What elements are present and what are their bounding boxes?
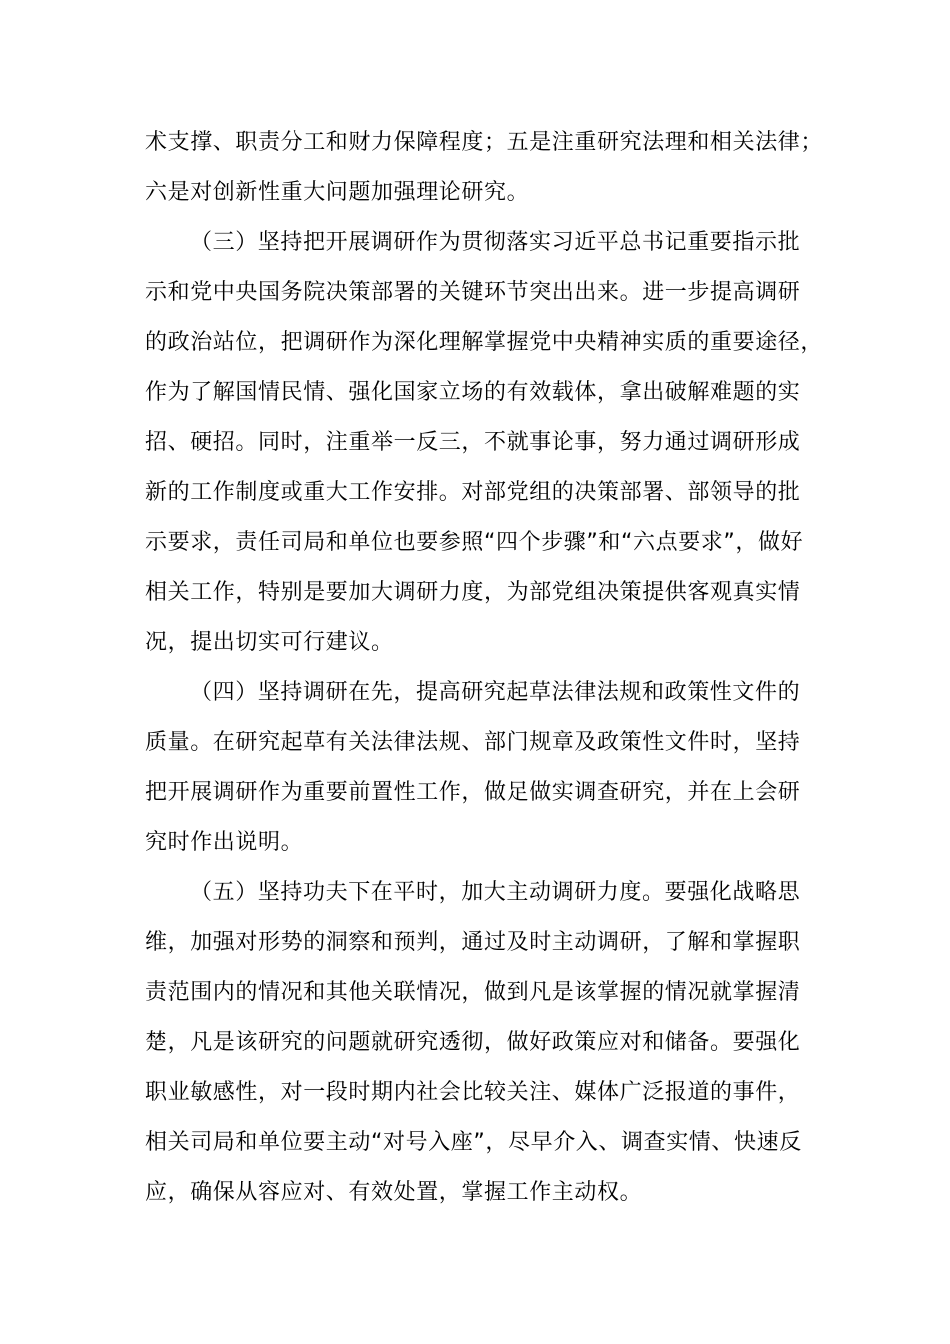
- text-line: 维，加强对形势的洞察和预判，通过及时主动调研，了解和掌握职: [145, 930, 801, 955]
- text-line: 示要求，责任司局和单位也要参照“四个步骤”和“六点要求”，做好: [145, 530, 804, 555]
- text-line: 把开展调研作为重要前置性工作，做足做实调查研究，并在上会研: [145, 780, 801, 805]
- text-line: 职业敏感性，对一段时期内社会比较关注、媒体广泛报道的事件，: [145, 1080, 801, 1105]
- text-line: 招、硬招。同时，注重举一反三，不就事论事，努力通过调研形成: [145, 430, 801, 455]
- text-line: 相关工作，特别是要加大调研力度，为部党组决策提供客观真实情: [145, 580, 801, 605]
- text-line: 应，确保从容应对、有效处置，掌握工作主动权。: [145, 1180, 643, 1205]
- text-line: 新的工作制度或重大工作安排。对部党组的决策部署、部领导的批: [145, 480, 801, 505]
- text-line: 况，提出切实可行建议。: [145, 630, 394, 655]
- text-line: 六是对创新性重大问题加强理论研究。: [145, 180, 530, 205]
- paragraph-3-heading: （三）坚持把开展调研作为贯彻落实习近平总书记重要指示批: [190, 230, 801, 255]
- text-line: 究时作出说明。: [145, 830, 304, 855]
- text-line: 楚，凡是该研究的问题就研究透彻，做好政策应对和储备。要强化: [145, 1030, 801, 1055]
- text-line: 作为了解国情民情、强化国家立场的有效载体，拿出破解难题的实: [145, 380, 801, 405]
- text-line: 示和党中央国务院决策部署的关键环节突出出来。进一步提高调研: [145, 280, 801, 305]
- text-line: 术支撑、职责分工和财力保障程度；五是注重研究法理和相关法律；: [145, 130, 824, 155]
- text-line: 责范围内的情况和其他关联情况，做到凡是该掌握的情况就掌握清: [145, 980, 801, 1005]
- paragraph-5-heading: （五）坚持功夫下在平时，加大主动调研力度。要强化战略思: [190, 880, 801, 905]
- text-line: 质量。在研究起草有关法律法规、部门规章及政策性文件时，坚持: [145, 730, 801, 755]
- text-line: 的政治站位，把调研作为深化理解掌握党中央精神实质的重要途径，: [145, 330, 824, 355]
- paragraph-4-heading: （四）坚持调研在先，提高研究起草法律法规和政策性文件的: [190, 680, 801, 705]
- text-line: 相关司局和单位要主动“对号入座”，尽早介入、调查实情、快速反: [145, 1130, 802, 1155]
